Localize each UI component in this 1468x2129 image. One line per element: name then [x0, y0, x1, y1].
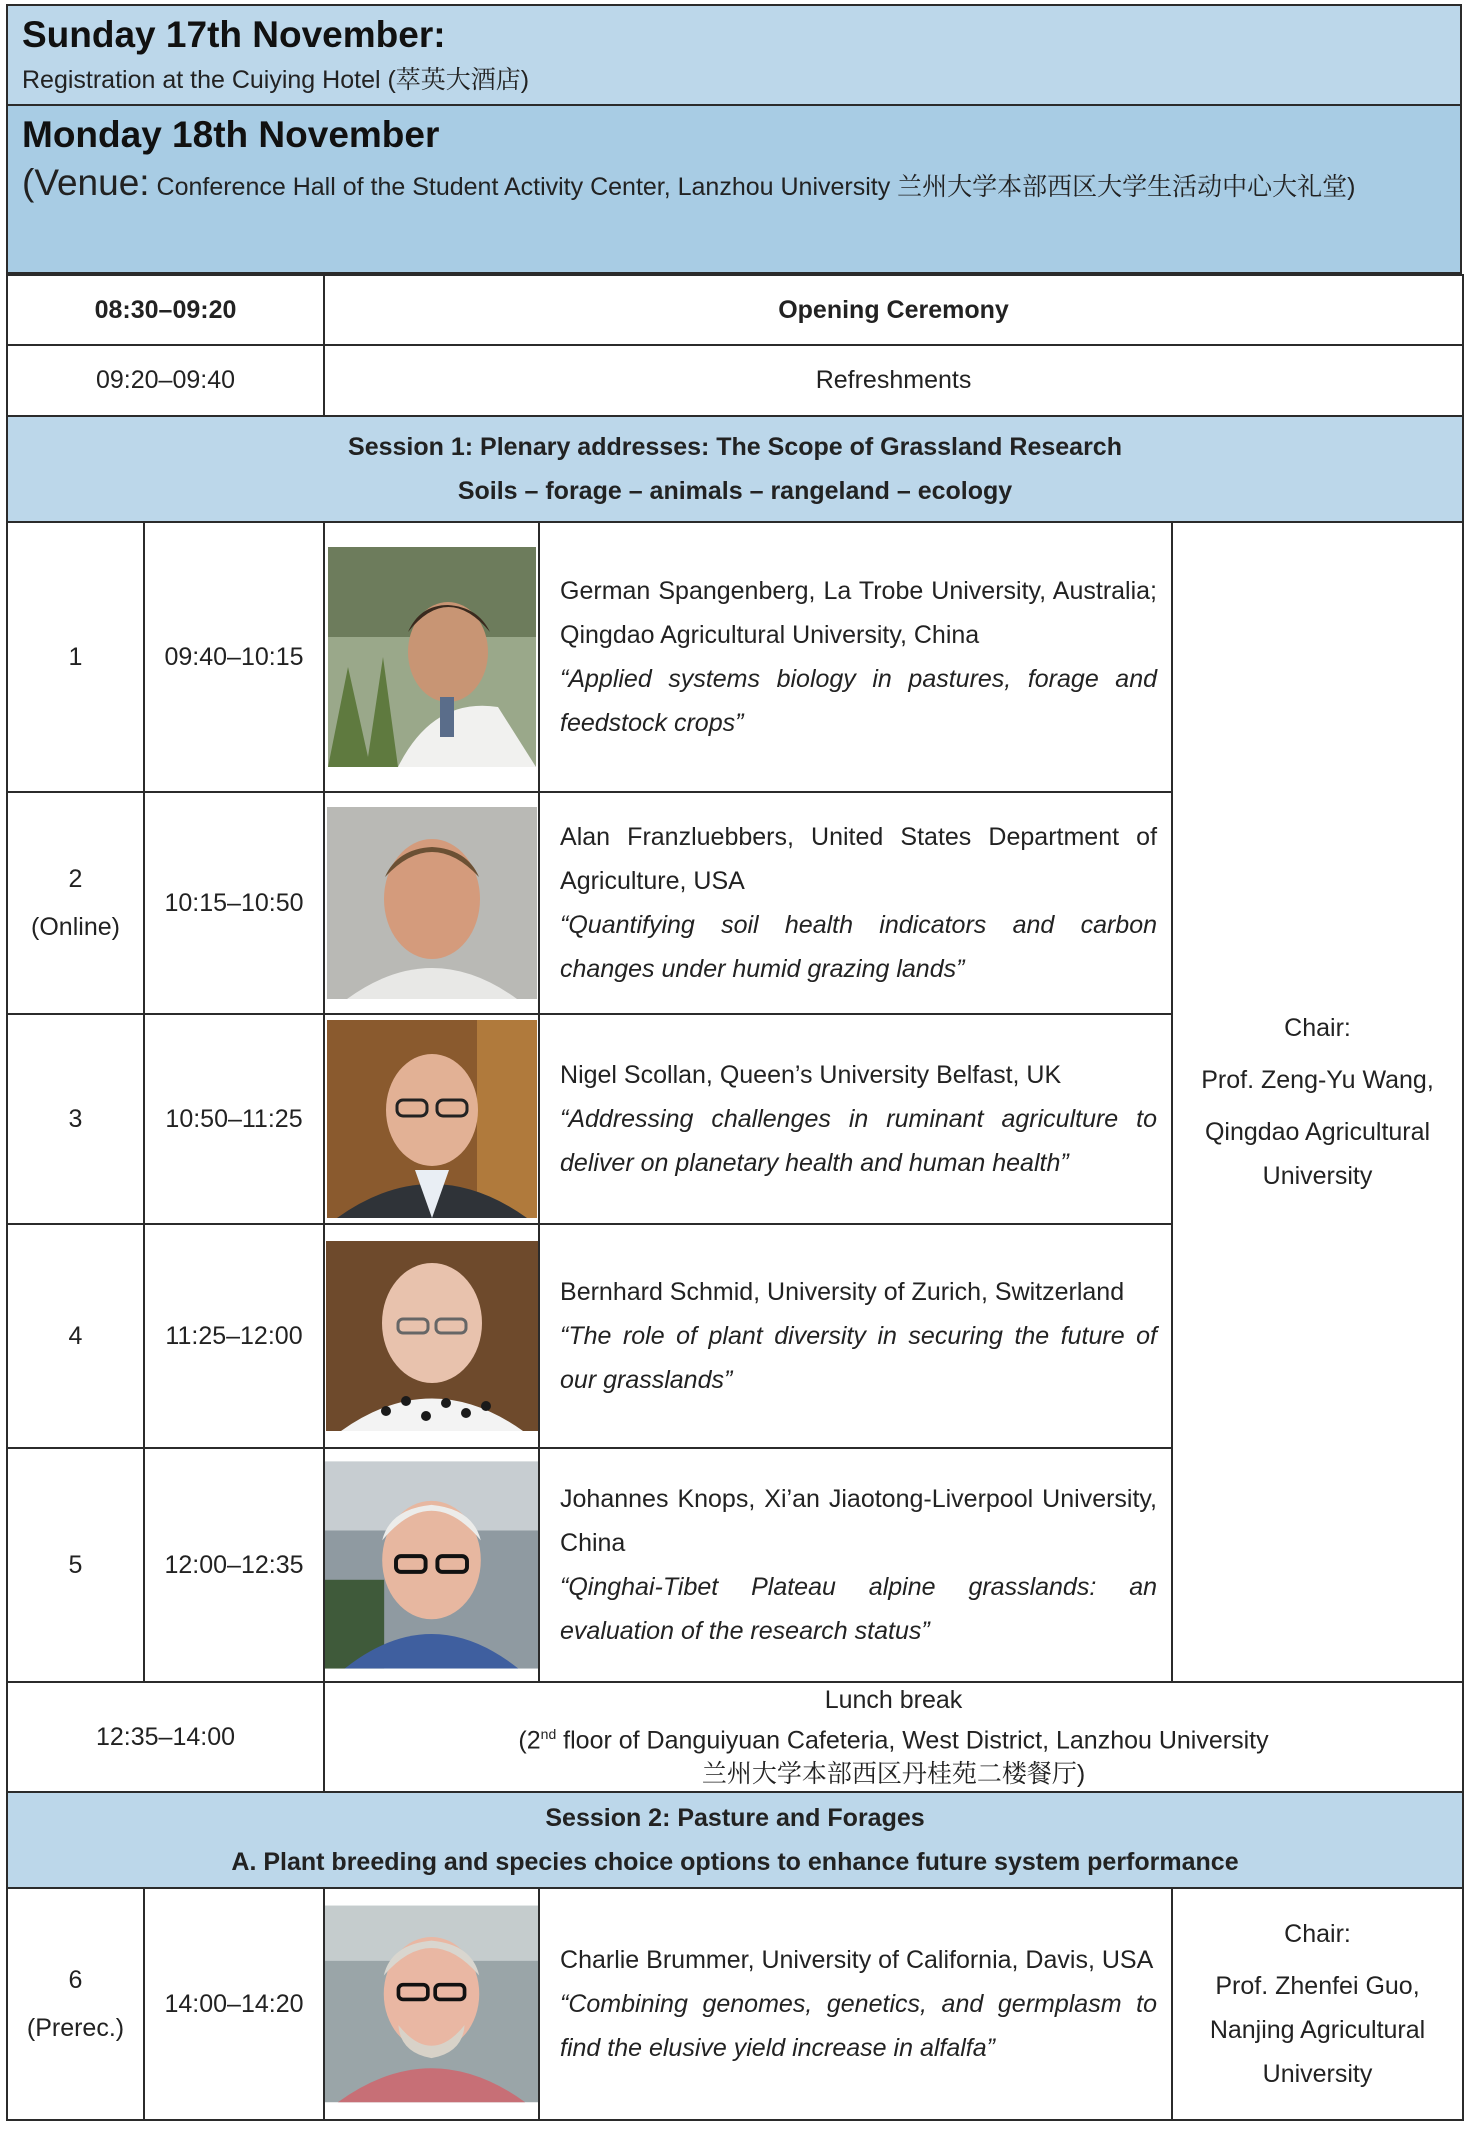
- talk-number: [7, 1448, 144, 1682]
- schedule-table: [6, 274, 1464, 2121]
- talk-time: 11:25–12:00: [144, 1224, 324, 1448]
- monday-block: [6, 104, 1462, 274]
- monday-venue: [22, 160, 1446, 210]
- session2-title: Session 2: Pasture and Forages: [545, 1804, 925, 1833]
- speaker-photo: [325, 1897, 538, 2111]
- talk-number: [7, 1014, 144, 1224]
- monday-title: Monday 18th November: [22, 114, 440, 155]
- speaker-photo: [327, 807, 537, 999]
- chair-affiliation: Qingdao Agricultural University: [1204, 1118, 1431, 1190]
- talk-number-value: 4: [68, 1322, 83, 1350]
- talk-number: [7, 1888, 144, 2120]
- session1-header-row: [7, 416, 1463, 522]
- opening-time: 08:30–09:20: [7, 275, 324, 345]
- speaker-name: Bernhard Schmid, University of Zurich, Switzerland: [560, 1278, 1125, 1306]
- lunch-location-sup: nd: [540, 1726, 557, 1742]
- speaker-cell: [539, 1014, 1172, 1224]
- venue-text: Conference Hall of the Student Activity Center, Lanzhou University 兰州大学本部西区大学生活动中心大礼堂): [149, 173, 1356, 201]
- chair-affiliation: Nanjing Agricultural University: [1209, 2016, 1426, 2089]
- sunday-title: Sunday 17th November:: [22, 14, 446, 55]
- speaker-name: Alan Franzluebbers, United States Department of Agriculture, USA: [560, 823, 1158, 895]
- speaker-name: Charlie Brummer, University of California, Davis, USA: [560, 1946, 1154, 1975]
- session2-subtitle: A. Plant breeding and species choice options to enhance future system performance: [231, 1848, 1239, 1877]
- speaker-cell: [539, 1448, 1172, 1682]
- session2-header-row: [7, 1792, 1463, 1888]
- talk-note: (Online): [31, 913, 120, 941]
- talk-title: “Combining genomes, genetics, and germplasm to find the elusive yield increase in alfalfa”: [560, 1990, 1158, 2063]
- speaker-cell: [539, 1224, 1172, 1448]
- talk-title: “Applied systems biology in pastures, forage and feedstock crops”: [560, 665, 1158, 737]
- speaker-photo-cell: [324, 1448, 539, 1682]
- talk-title: “The role of plant diversity in securing the future of our grasslands”: [560, 1322, 1158, 1394]
- speaker-photo-cell: [324, 1014, 539, 1224]
- lunch-time: 12:35–14:00: [7, 1682, 324, 1792]
- lunch-details: [324, 1682, 1463, 1792]
- speaker-name: German Spangenberg, La Trobe University, Australia; Qingdao Agricultural University, China: [560, 577, 1158, 649]
- speaker-photo: [327, 1020, 537, 1218]
- lunch-location: [325, 1717, 1462, 1757]
- refreshments-row: [7, 345, 1463, 416]
- speaker-cell: [539, 792, 1172, 1014]
- talk-number: [7, 522, 144, 792]
- lunch-row: [7, 1682, 1463, 1792]
- talk-number-value: 1: [68, 643, 83, 671]
- talk-time: 14:00–14:20: [144, 1888, 324, 2120]
- session1-subtitle: Soils – forage – animals – rangeland – ecology: [457, 477, 1013, 505]
- talk-title: “Quantifying soil health indicators and carbon changes under humid grazing lands”: [560, 911, 1158, 983]
- speaker-photo-cell: [324, 792, 539, 1014]
- speaker-photo-cell: [324, 1888, 539, 2120]
- session1-header: [7, 416, 1463, 522]
- speaker-photo: [325, 1460, 538, 1670]
- talk-number-value: 2: [68, 865, 83, 893]
- talk-number-value: 3: [68, 1105, 83, 1133]
- sunday-registration: Registration at the Cuiying Hotel (萃英大酒店): [22, 66, 530, 94]
- sunday-block: [6, 4, 1462, 104]
- chair-name: Prof. Zeng-Yu Wang,: [1201, 1066, 1434, 1094]
- talk-time: 09:40–10:15: [144, 522, 324, 792]
- lunch-location-prefix: (2: [518, 1726, 541, 1755]
- talk-time: 10:15–10:50: [144, 792, 324, 1014]
- table-row: [7, 1888, 1463, 2120]
- talk-time: 12:00–12:35: [144, 1448, 324, 1682]
- lunch-location-text: floor of Danguiyuan Cafeteria, West District, Lanzhou University: [556, 1726, 1269, 1755]
- refreshments-label: Refreshments: [324, 345, 1463, 416]
- chair-label: Chair:: [1284, 1014, 1351, 1042]
- talk-title: “Qinghai-Tibet Plateau alpine grasslands: an evaluation of the research status”: [560, 1573, 1158, 1645]
- chair-label: Chair:: [1284, 1920, 1351, 1949]
- speaker-name: Johannes Knops, Xi’an Jiaotong-Liverpool University, China: [560, 1485, 1158, 1557]
- talk-number-value: 6: [68, 1966, 83, 1995]
- speaker-name: Nigel Scollan, Queen’s University Belfast, UK: [560, 1061, 1062, 1089]
- refreshments-time: 09:20–09:40: [7, 345, 324, 416]
- speaker-cell: [539, 522, 1172, 792]
- speaker-photo: [326, 1241, 538, 1431]
- speaker-cell: [539, 1888, 1172, 2120]
- table-row: [7, 522, 1463, 792]
- programme-page: [6, 4, 1462, 2121]
- lunch-label: Lunch break: [824, 1686, 963, 1714]
- chair-name: Prof. Zhenfei Guo,: [1215, 1972, 1420, 2001]
- talk-title: “Addressing challenges in ruminant agriculture to deliver on planetary health and human health”: [560, 1105, 1158, 1177]
- venue-label: (Venue:: [22, 162, 150, 203]
- opening-row: [7, 275, 1463, 345]
- opening-label: Opening Ceremony: [324, 275, 1463, 345]
- speaker-photo-cell: [324, 1224, 539, 1448]
- session1-title: Session 1: Plenary addresses: The Scope of Grassland Research: [348, 433, 1122, 461]
- talk-time: 10:50–11:25: [144, 1014, 324, 1224]
- talk-note: (Prerec.): [26, 2014, 125, 2043]
- speaker-photo: [328, 547, 536, 767]
- lunch-location-cn: 兰州大学本部西区丹桂苑二楼餐厅): [701, 1760, 1086, 1789]
- talk-number: [7, 1224, 144, 1448]
- talk-number: [7, 792, 144, 1014]
- session2-chair: [1172, 1888, 1463, 2120]
- speaker-photo-cell: [324, 522, 539, 792]
- talk-number-value: 5: [68, 1551, 83, 1579]
- session1-chair: [1172, 522, 1463, 1682]
- session2-header: [7, 1792, 1463, 1888]
